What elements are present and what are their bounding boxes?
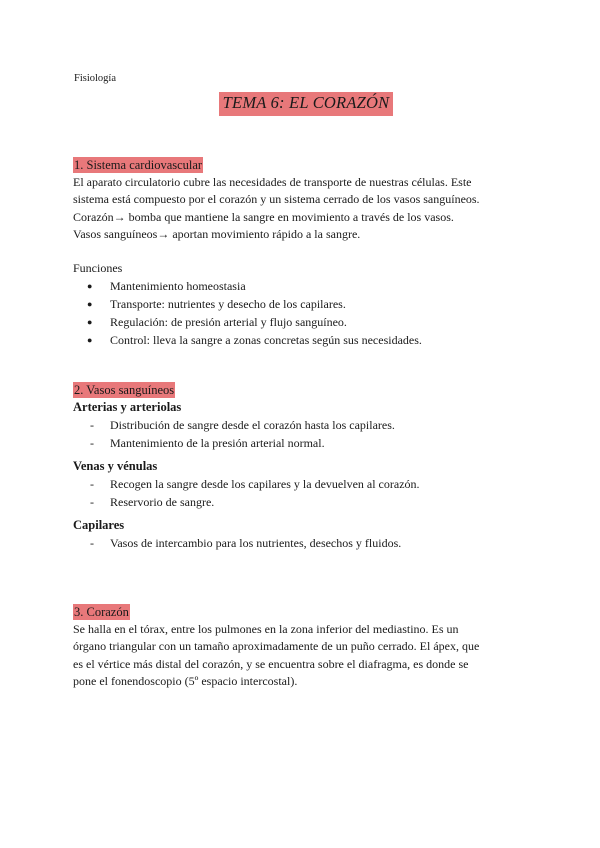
list-item: ● Mantenimiento homeostasia bbox=[73, 277, 533, 295]
list-item: ● Transporte: nutrientes y desecho de los capilares. bbox=[73, 295, 533, 313]
list-item: - Vasos de intercambio para los nutrientes, desechos y fluidos. bbox=[73, 534, 533, 552]
section-vasos-sanguineos bbox=[73, 381, 533, 552]
paragraph-line: sistema está compuesto por el corazón y un sistema cerrado de los vasos sanguíneos. bbox=[73, 192, 480, 207]
section-heading: 2. Vasos sanguíneos bbox=[74, 383, 175, 397]
paragraph-line: El aparato circulatorio cubre las necesidades de transporte de nuestras células. Este bbox=[73, 175, 472, 189]
title-container bbox=[0, 92, 600, 116]
document-title: TEMA 6: EL CORAZÓN bbox=[219, 92, 394, 116]
list-item: - Recogen la sangre desde los capilares y la devuelven al corazón. bbox=[73, 475, 533, 493]
list-item: - Mantenimiento de la presión arterial normal. bbox=[73, 434, 533, 452]
paragraph-line: pone el fonendoscopio (5º espacio intercostal). bbox=[73, 673, 298, 688]
subheading-capilares: Capilares bbox=[73, 518, 125, 532]
capilares-list bbox=[73, 534, 533, 552]
venas-list bbox=[73, 475, 533, 511]
paragraph-line: órgano triangular con un tamaño aproximadamente de un puño cerrado. El ápex, que bbox=[73, 639, 480, 654]
section-heading: 3. Corazón bbox=[74, 605, 129, 619]
list-item: ● Regulación: de presión arterial y flujo sanguíneo. bbox=[73, 313, 533, 331]
functions-list bbox=[73, 277, 533, 349]
subheading-arterias: Arterias y arteriolas bbox=[73, 400, 182, 414]
list-item: ● Control: lleva la sangre a zonas concretas según sus necesidades. bbox=[73, 331, 533, 349]
section-corazon bbox=[73, 603, 533, 690]
list-item: - Distribución de sangre desde el corazón hasta los capilares. bbox=[73, 416, 533, 434]
arterias-list bbox=[73, 416, 533, 452]
paragraph-line: Vasos sanguíneos→ aportan movimiento rápido a la sangre. bbox=[73, 226, 361, 241]
section-heading: 1. Sistema cardiovascular bbox=[74, 158, 203, 172]
section-sistema-cardiovascular bbox=[73, 156, 533, 349]
subject-header: Fisiología bbox=[74, 73, 117, 84]
list-item: - Reservorio de sangre. bbox=[73, 493, 533, 511]
paragraph-line: Se halla en el tórax, entre los pulmones en la zona inferior del mediastino. Es un bbox=[73, 622, 459, 636]
subheading-venas: Venas y vénulas bbox=[73, 459, 158, 473]
functions-label: Funciones bbox=[73, 261, 123, 276]
paragraph-line: es el vértice más distal del corazón, y se encuentra sobre el diafragma, es donde se bbox=[73, 656, 469, 671]
paragraph-line: Corazón→ bomba que mantiene la sangre en movimiento a través de los vasos. bbox=[73, 209, 454, 224]
